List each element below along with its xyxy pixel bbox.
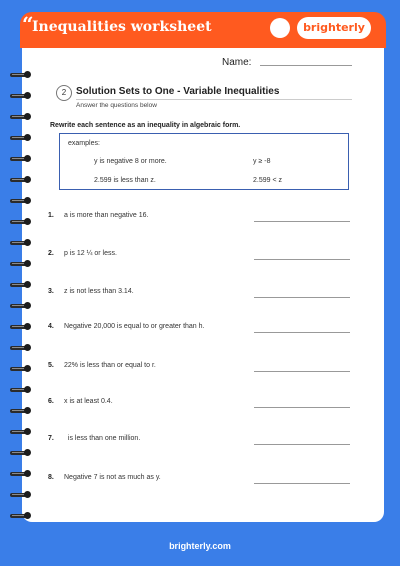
- question-text: 22% is less than or equal to r.: [64, 362, 156, 369]
- spiral-ring-icon: [10, 238, 34, 248]
- question-row: [48, 474, 352, 486]
- question-row: [48, 398, 352, 410]
- spiral-ring-icon: [10, 427, 34, 437]
- spiral-ring-icon: [10, 490, 34, 500]
- spiral-ring-icon: [10, 406, 34, 416]
- question-text: is less than one million.: [64, 435, 141, 442]
- spiral-ring-icon: [10, 343, 34, 353]
- answer-line[interactable]: [254, 297, 350, 298]
- instruction-text: Rewrite each sentence as an inequality in algebraic form.: [50, 122, 241, 129]
- answer-line[interactable]: [254, 332, 350, 333]
- spiral-ring-icon: [10, 112, 34, 122]
- examples-label: examples:: [68, 140, 100, 147]
- spiral-ring-icon: [10, 259, 34, 269]
- example-sentence: 2.599 is less than z.: [94, 177, 156, 184]
- question-number: 2.: [48, 250, 54, 257]
- example-answer: y ≥ -8: [253, 158, 271, 165]
- question-number: 1.: [48, 212, 54, 219]
- name-answer-line[interactable]: [260, 65, 352, 66]
- spiral-ring-icon: [10, 133, 34, 143]
- question-row: [48, 323, 352, 335]
- examples-box: [59, 133, 349, 190]
- spiral-ring-icon: [10, 322, 34, 332]
- answer-line[interactable]: [254, 221, 350, 222]
- spiral-ring-icon: [10, 154, 34, 164]
- spiral-ring-icon: [10, 385, 34, 395]
- spiral-ring-icon: [10, 91, 34, 101]
- question-text: Negative 7 is not as much as y.: [64, 474, 161, 481]
- question-number: 8.: [48, 474, 54, 481]
- brighterly-logo[interactable]: brighterly: [297, 17, 371, 39]
- example-sentence: y is negative 8 or more.: [94, 158, 167, 165]
- question-row: [48, 362, 352, 374]
- question-row: [48, 288, 352, 300]
- name-label: Name:: [222, 57, 252, 68]
- question-text: a is more than negative 16.: [64, 212, 149, 219]
- question-row: [48, 435, 352, 447]
- circle-icon: [270, 18, 290, 38]
- question-number: 5.: [48, 362, 54, 369]
- spiral-ring-icon: [10, 196, 34, 206]
- spiral-ring-icon: [10, 364, 34, 374]
- question-number: 4.: [48, 323, 54, 330]
- question-number: 3.: [48, 288, 54, 295]
- answer-line[interactable]: [254, 371, 350, 372]
- answer-line[interactable]: [254, 444, 350, 445]
- question-text: z is not less than 3.14.: [64, 288, 134, 295]
- question-text: x is at least 0.4.: [64, 398, 113, 405]
- question-number: 6.: [48, 398, 54, 405]
- quote-icon: “: [22, 12, 34, 36]
- section-title: Solution Sets to One - Variable Inequalities: [76, 86, 280, 97]
- spiral-ring-icon: [10, 175, 34, 185]
- section-divider: [76, 99, 352, 100]
- question-number: 7.: [48, 435, 54, 442]
- answer-line[interactable]: [254, 259, 350, 260]
- spiral-ring-icon: [10, 280, 34, 290]
- answer-line[interactable]: [254, 407, 350, 408]
- worksheet-paper: [22, 48, 384, 522]
- answer-line[interactable]: [254, 483, 350, 484]
- spiral-ring-icon: [10, 217, 34, 227]
- section-subtitle: Answer the questions below: [76, 102, 157, 109]
- section-number-badge: 2: [56, 85, 72, 101]
- worksheet-title: Inequalities worksheet: [32, 19, 212, 35]
- footer-url[interactable]: brighterly.com: [169, 541, 231, 551]
- spiral-ring-icon: [10, 511, 34, 521]
- question-row: [48, 212, 352, 224]
- question-row: [48, 250, 352, 262]
- question-text: p is 12 ¼ or less.: [64, 250, 117, 257]
- question-text: Negative 20,000 is equal to or greater than h.: [64, 323, 205, 330]
- spiral-ring-icon: [10, 301, 34, 311]
- spiral-ring-icon: [10, 448, 34, 458]
- spiral-ring-icon: [10, 469, 34, 479]
- example-answer: 2.599 < z: [253, 177, 282, 184]
- spiral-ring-icon: [10, 70, 34, 80]
